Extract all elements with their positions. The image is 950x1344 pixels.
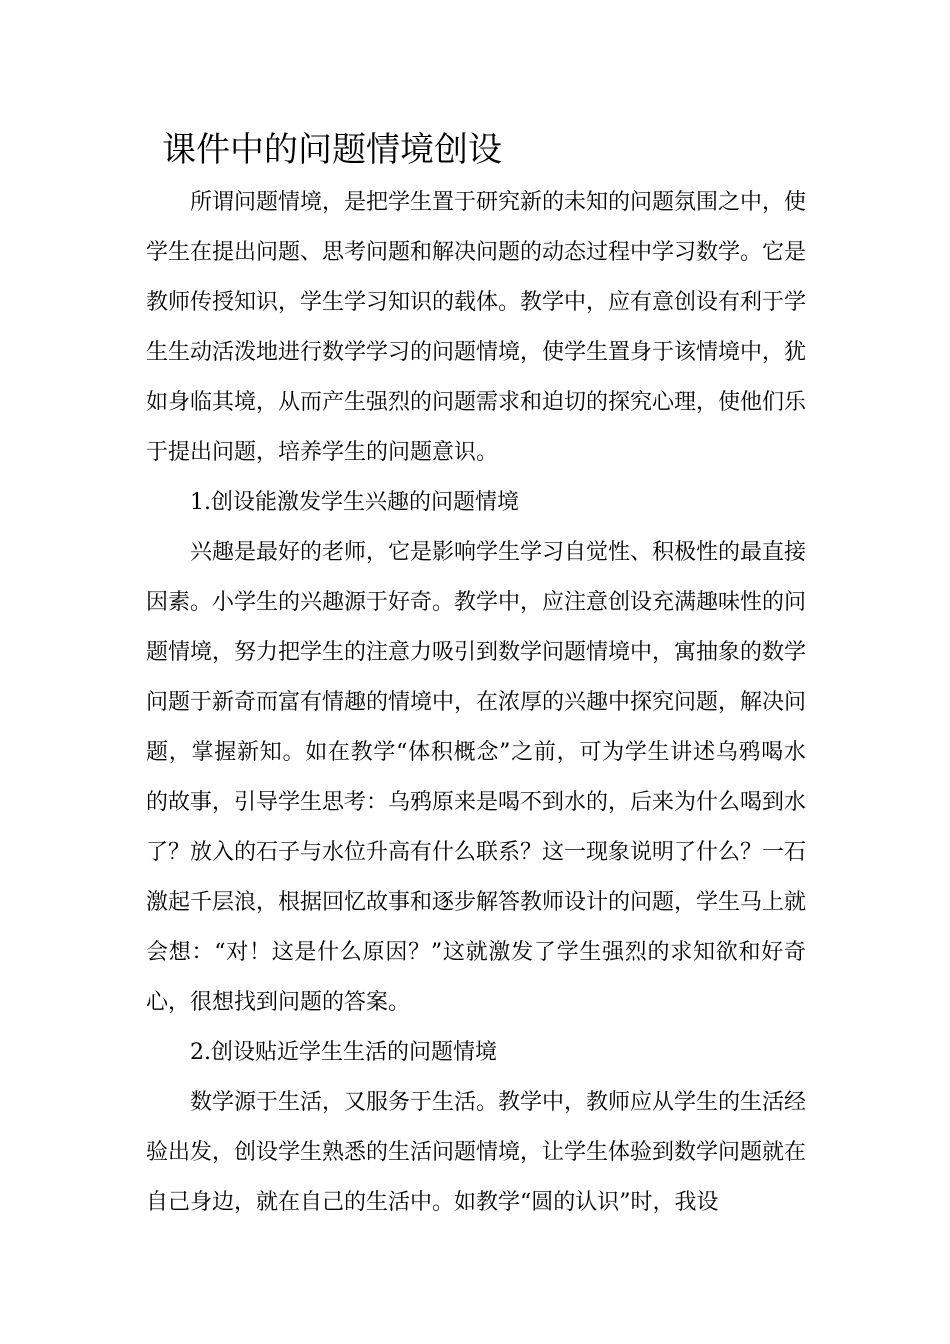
paragraph-interest: 兴趣是最好的老师，它是影响学生学习自觉性、积极性的最直接因素。小学生的兴趣源于好奇。教学中，应注意创设充满趣味性的问题情境，努力把学生的注意力吸引到数学问题情境中，寓抽象的数学问题于新奇而富有情趣的情境中，在浓厚的兴趣中探究问题，解决问题，掌握新知。如在教学“体积概念”之前，可为学生讲述乌鸦喝水的故事，引导学生思考：乌鸦原来是喝不到水的，后来为什么喝到水了？放入的石子与水位升高有什么联系？这一现象说明了什么？一石激起千层浪，根据回忆故事和逐步解答教师设计的问题，学生马上就会想：“对！这是什么原因？”这就激发了学生强烈的求知欲和好奇心，很想找到问题的答案。 [146, 540, 807, 1015]
document-body [146, 178, 806, 1228]
paragraph-intro: 所谓问题情境，是把学生置于研究新的未知的问题氛围之中，使学生在提出问题、思考问题和解决问题的动态过程中学习数学。它是教师传授知识，学生学习知识的载体。教学中，应有意创设有利于学生生动活泼地进行数学学习的问题情境，使学生置身于该情境中，犹如身临其境，从而产生强烈的问题需求和迫切的探究心理，使他们乐于提出问题，培养学生的问题意识。 [146, 190, 807, 465]
section-heading-2: 2.创设贴近学生生活的问题情境 [190, 1040, 497, 1065]
document-title: 课件中的问题情境创设 [162, 130, 502, 170]
section-heading-1: 1.创设能激发学生兴趣的问题情境 [190, 490, 519, 515]
paragraph-life: 数学源于生活，又服务于生活。教学中，教师应从学生的生活经验出发，创设学生熟悉的生活问题情境，让学生体验到数学问题就在自己身边，就在自己的生活中。如教学“圆的认识”时，我设 [146, 1090, 807, 1215]
